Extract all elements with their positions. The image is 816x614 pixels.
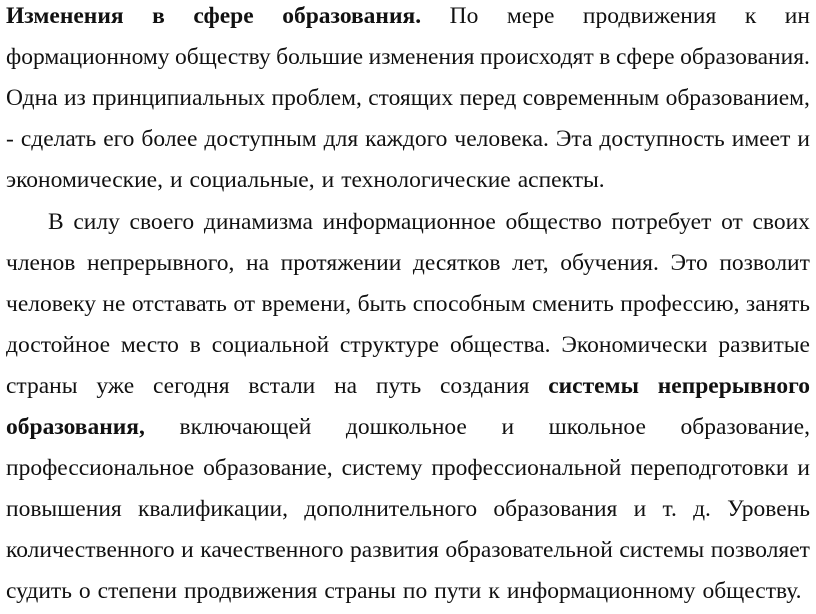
word: Это (670, 250, 708, 276)
word: обучения. (560, 250, 659, 276)
text-line (6, 448, 810, 489)
word: сегодня (152, 373, 230, 399)
word: Экономически (561, 332, 708, 358)
word: дополнительного (304, 496, 478, 522)
word: д. (693, 496, 711, 522)
word: дошкольное (345, 414, 467, 440)
word: продвижения (582, 3, 717, 29)
text-line (6, 325, 810, 366)
word: включающей (179, 414, 312, 440)
word: позволит (719, 250, 810, 276)
word: динамизма (203, 209, 313, 235)
word: сменить (531, 291, 614, 317)
word: сфере (615, 44, 675, 70)
word: и (181, 537, 194, 563)
word: профессиональное (6, 455, 195, 481)
word: на (246, 250, 270, 276)
word: аспекты. (517, 167, 605, 193)
word: и (797, 455, 810, 481)
word: своего (129, 209, 195, 235)
word: страны (324, 578, 396, 604)
word: общества. (449, 332, 551, 358)
word: образованием, (665, 85, 810, 111)
word: путь (375, 373, 422, 399)
bold-word: сфере (193, 3, 254, 29)
word: информационное (322, 209, 496, 235)
text-line (6, 0, 810, 37)
word: В (48, 209, 64, 235)
word: и (501, 414, 515, 440)
word: обществу. (702, 578, 802, 604)
word: т. (662, 496, 677, 522)
word: уже (96, 373, 135, 399)
word: школьное (548, 414, 646, 440)
word: формационному (6, 44, 170, 70)
word: и (797, 126, 810, 152)
word: систему (341, 455, 423, 481)
text-line (6, 78, 810, 119)
word: происходят (480, 44, 594, 70)
word: - (6, 126, 14, 152)
word: образования (493, 496, 618, 522)
word: каждого (365, 126, 448, 152)
word: повышения (6, 496, 122, 522)
word: переподготовки (630, 455, 789, 481)
word: в (189, 332, 201, 358)
word: степени (97, 578, 177, 604)
word: для (323, 126, 359, 152)
word: страны (6, 373, 78, 399)
word: и (169, 167, 183, 193)
word: место (120, 332, 179, 358)
text-line (6, 243, 810, 284)
word: изменения (368, 44, 475, 70)
word: более (141, 126, 198, 152)
word: и (633, 496, 647, 522)
word: информационному (506, 578, 696, 604)
word: по (402, 578, 428, 604)
word: встали (248, 373, 316, 399)
word: современным (522, 85, 660, 111)
word: достойное (6, 332, 111, 358)
word: качественного (200, 537, 344, 563)
word: десятков (412, 250, 501, 276)
word: создания (440, 373, 530, 399)
word: времени, (261, 291, 352, 317)
text-line (6, 407, 810, 448)
word: отставать (131, 291, 227, 317)
word: о (78, 578, 91, 604)
word: обществу (175, 44, 271, 70)
word: продвижения (183, 578, 318, 604)
word: образовательной (445, 537, 613, 563)
word: от (721, 209, 743, 235)
text-line (6, 366, 810, 407)
word: образование, (680, 414, 810, 440)
word: своих (752, 209, 810, 235)
word: имеет (731, 126, 791, 152)
word: и (321, 167, 335, 193)
word: к (488, 578, 500, 604)
word: пути (434, 578, 482, 604)
word: перед (459, 85, 517, 111)
word: членов (6, 250, 76, 276)
word: Уровень (727, 496, 810, 522)
word: судить (6, 578, 72, 604)
word: протяжении (280, 250, 402, 276)
bold-word: образования, (6, 414, 145, 440)
word: структуре (339, 332, 440, 358)
word: из (63, 85, 86, 111)
word: проблем, (271, 85, 362, 111)
word: человеку (6, 291, 96, 317)
text-line (6, 571, 810, 612)
text-line (48, 202, 810, 243)
word: экономические, (6, 167, 163, 193)
word: потребует (611, 209, 712, 235)
word: стоящих (368, 85, 454, 111)
word: технологические (341, 167, 511, 193)
word: непрерывного, (87, 250, 235, 276)
bold-word: в (152, 3, 165, 29)
word: развитые (718, 332, 810, 358)
word: человека. (454, 126, 549, 152)
text-line (6, 160, 810, 201)
word: количественного (6, 537, 175, 563)
text-line (6, 37, 810, 78)
word: ин (784, 3, 810, 29)
word: квалификации, (137, 496, 288, 522)
word: общество (505, 209, 602, 235)
word: доступным (204, 126, 317, 152)
word: к (744, 3, 757, 29)
word: доступность (599, 126, 725, 152)
word: на (334, 373, 358, 399)
bold-word: системы (548, 373, 639, 399)
word: По (449, 3, 479, 29)
word: мере (506, 3, 555, 29)
word: позволяет (710, 537, 810, 563)
word: быть (357, 291, 407, 317)
word: сделать (20, 126, 97, 152)
word: социальной (211, 332, 330, 358)
word: принципиальных (92, 85, 266, 111)
word: от (233, 291, 256, 317)
word: силу (73, 209, 120, 235)
word: образования. (680, 44, 810, 70)
word: лет, (512, 250, 549, 276)
word: системы (619, 537, 705, 563)
word: Одна (6, 85, 58, 111)
text-line (6, 284, 810, 325)
word: образование, (203, 455, 333, 481)
word: способным (412, 291, 526, 317)
bold-word: образования. (282, 3, 422, 29)
word: профессиональной (431, 455, 622, 481)
word: не (102, 291, 126, 317)
word: профессию, (620, 291, 740, 317)
word: большие (276, 44, 364, 70)
text-line (6, 530, 810, 571)
word: социальные, (189, 167, 315, 193)
text-line (6, 489, 810, 530)
word: занять (745, 291, 810, 317)
bold-word: непрерывного (657, 373, 810, 399)
bold-word: Изменения (6, 3, 124, 29)
word: в (599, 44, 611, 70)
word: Эта (555, 126, 593, 152)
word: его (103, 126, 135, 152)
word: развития (350, 537, 439, 563)
text-line (6, 119, 810, 160)
